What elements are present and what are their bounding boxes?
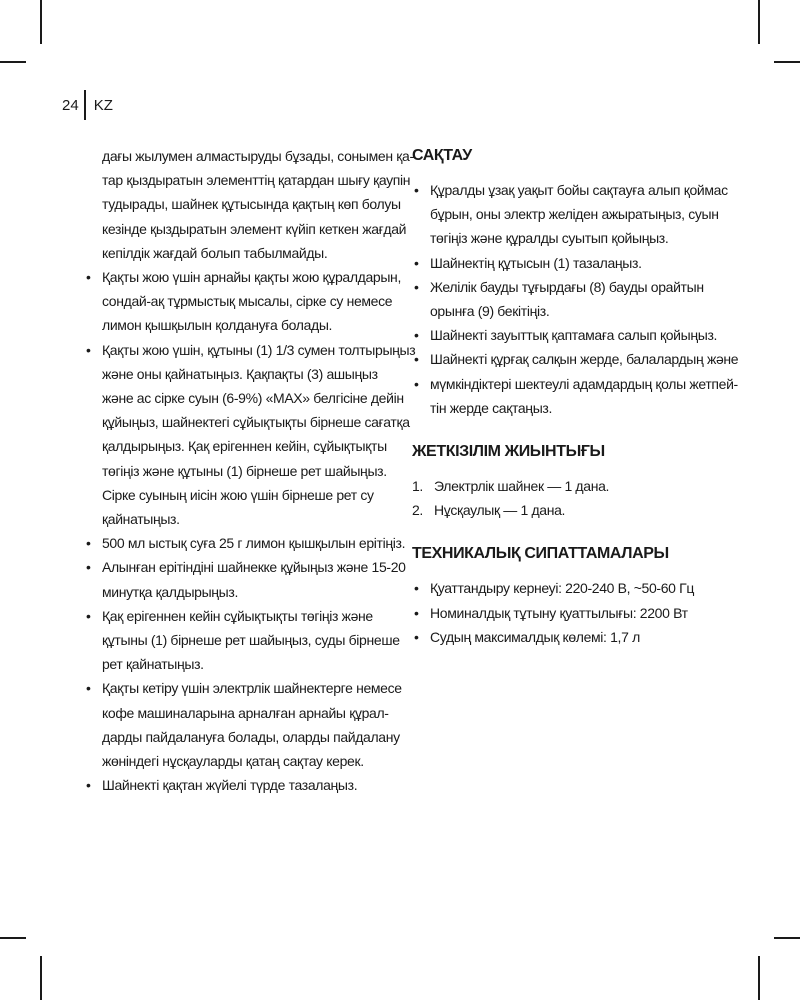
crop-mark bbox=[40, 0, 42, 44]
text-line: Қақ ерігеннен кейін сұйықтықты төгіңіз және bbox=[102, 607, 373, 624]
storage-heading: САҚТАУ bbox=[412, 147, 472, 164]
text-line: бұрын, оны электр желіден ажыратыңыз, суын bbox=[430, 206, 719, 223]
page-header bbox=[62, 90, 113, 120]
bullet-item bbox=[412, 625, 732, 649]
text-line: жөніндегі нұсқауларды қатаң сақтау керек. bbox=[102, 753, 364, 770]
text-line: төгіңіз және құралды суытып қойыңыз. bbox=[430, 230, 669, 247]
bullet-icon: • bbox=[414, 604, 419, 621]
bullet-item bbox=[84, 265, 401, 338]
text-line: сондай-ақ тұрмыстық мысалы, сірке су немесе bbox=[102, 293, 393, 310]
bullet-item bbox=[412, 323, 732, 347]
text-line: Нұсқаулық — 1 дана. bbox=[434, 502, 566, 519]
numbered-item bbox=[412, 498, 732, 522]
left-column bbox=[84, 144, 416, 797]
text-line: Номиналдық тұтыну қуаттылығы: 2200 Вт bbox=[430, 604, 688, 621]
text-line: Судың максималдық көлемі: 1,7 л bbox=[430, 628, 640, 645]
crop-mark bbox=[758, 0, 760, 44]
language-code: KZ bbox=[93, 96, 113, 114]
bullet-item bbox=[84, 338, 416, 532]
crop-mark bbox=[40, 956, 42, 1000]
bullet-item bbox=[412, 275, 732, 323]
text-line: мүмкіндіктері шектеулі адамдардың қолы жетпей- bbox=[430, 375, 738, 392]
text-line: орынға (9) бекітіңіз. bbox=[430, 303, 550, 320]
bullet-icon: • bbox=[414, 628, 419, 645]
bullet-icon: • bbox=[414, 580, 419, 597]
text-line: және ас сірке суын (6-9%) «MAX» белгісіне дейін bbox=[102, 390, 404, 407]
text-line: минутқа қалдырыңыз. bbox=[102, 583, 239, 600]
text-line: 500 мл ыстық суға 25 г лимон қышқылын ерітіңіз. bbox=[102, 535, 406, 552]
delivery-section bbox=[412, 442, 732, 522]
text-line: кезінде қыздыратын элемент күйіп кеткен жағдай bbox=[102, 220, 407, 237]
bullet-item bbox=[412, 372, 738, 420]
bullet-icon: • bbox=[86, 680, 91, 697]
text-line: Шайнектің құтысын (1) тазалаңыз. bbox=[430, 254, 642, 271]
bullet-icon: • bbox=[86, 535, 91, 552]
item-number: 2. bbox=[412, 502, 423, 519]
bullet-icon: • bbox=[86, 777, 91, 794]
text-line: Қуаттандыру кернеуі: 220-240 В, ~50-60 Гц bbox=[430, 580, 695, 597]
text-line: дағы жылумен алмастыруды бұзады, сонымен қа- bbox=[102, 148, 414, 164]
specs-heading: ТЕХНИКАЛЫҚ СИПАТТАМАЛАРЫ bbox=[412, 545, 669, 563]
text-line: тар қыздыратын элементтің қатардан шығу қаупін bbox=[102, 172, 411, 189]
header-divider bbox=[84, 90, 86, 120]
bullet-icon: • bbox=[414, 254, 419, 271]
text-line: лимон қышқылын қолдануға болады. bbox=[102, 317, 333, 334]
crop-mark bbox=[774, 61, 800, 63]
text-line: тін жерде сақтаңыз. bbox=[430, 399, 553, 416]
delivery-heading: ЖЕТКІЗІЛІМ ЖИЫНТЫҒЫ bbox=[412, 443, 605, 461]
crop-mark bbox=[758, 956, 760, 1000]
text-line: қалдырыңыз. Қақ ерігеннен кейін, сұйықтықты bbox=[102, 438, 387, 455]
text-line: Шайнекті зауыттық қаптамаға салып қойыңыз. bbox=[430, 327, 718, 344]
bullet-item bbox=[412, 576, 732, 600]
text-line: Алынған ерітіндіні шайнекке құйыңыз және 15-20 bbox=[102, 559, 406, 576]
text-line: рет қайнатыңыз. bbox=[102, 656, 204, 673]
bullet-item bbox=[84, 676, 402, 773]
page-number: 24 bbox=[62, 96, 79, 114]
text-line: және оны қайнатыңыз. Қақпақты (3) ашыңыз bbox=[102, 365, 378, 382]
text-line: қайнатыңыз. bbox=[102, 511, 180, 528]
crop-mark bbox=[774, 937, 800, 939]
bullet-item bbox=[84, 773, 390, 797]
storage-section bbox=[412, 146, 739, 420]
text-line: тудырады, шайнек құтысында қақтың көп болуы bbox=[102, 196, 401, 213]
text-line: Электрлік шайнек — 1 дана. bbox=[434, 478, 610, 495]
bullet-icon: • bbox=[414, 327, 419, 344]
bullet-icon: • bbox=[86, 269, 91, 286]
text-line: Қақты кетіру үшін электрлік шайнектерге немесе bbox=[102, 680, 402, 697]
text-line: құйыңыз, шайнектегі сұйықтықты бірнеше сағатқа bbox=[102, 414, 410, 431]
right-column bbox=[412, 146, 739, 671]
text-line: Қақты жою үшін, құтыны (1) 1/3 сумен толтырыңыз bbox=[102, 341, 416, 358]
text-line: Құралды ұзақ уақыт бойы сақтауға алып қоймас bbox=[430, 182, 728, 198]
bullet-icon: • bbox=[414, 351, 419, 368]
crop-mark bbox=[0, 937, 26, 939]
bullet-icon: • bbox=[86, 559, 91, 576]
numbered-item bbox=[412, 474, 732, 498]
text-line: Шайнекті құрғақ салқын жерде, балалардың және bbox=[430, 351, 739, 368]
continuation-paragraph bbox=[84, 144, 414, 265]
text-line: кепілдік жағдай болып табылмайды. bbox=[102, 244, 328, 261]
bullet-item bbox=[412, 178, 732, 251]
bullet-item bbox=[84, 531, 406, 555]
text-line: Қақты жою үшін арнайы қақты жою құралдарын, bbox=[102, 269, 401, 286]
item-number: 1. bbox=[412, 478, 423, 495]
bullet-item bbox=[412, 347, 739, 371]
text-line: дарды пайдалануға болады, оларды пайдалану bbox=[102, 728, 400, 745]
bullet-icon: • bbox=[414, 375, 419, 392]
text-line: Желілік бауды тұғырдағы (8) бауды орайтын bbox=[430, 278, 704, 295]
text-line: төгіңіз және құтыны (1) бірнеше рет шайыңыз. bbox=[102, 462, 387, 479]
bullet-item bbox=[412, 251, 732, 275]
specs-section bbox=[412, 544, 732, 649]
text-line: Шайнекті қақтан жүйелі түрде тазалаңыз. bbox=[102, 777, 358, 794]
bullet-item bbox=[412, 601, 732, 625]
text-line: құтыны (1) бірнеше рет шайыңыз, суды бірнеше bbox=[102, 632, 400, 649]
bullet-icon: • bbox=[86, 341, 91, 358]
text-line: кофе машиналарына арналған арнайы құрал- bbox=[102, 704, 389, 721]
bullet-icon: • bbox=[414, 182, 419, 198]
crop-mark bbox=[0, 61, 26, 63]
bullet-icon: • bbox=[86, 607, 91, 624]
bullet-item bbox=[84, 604, 400, 677]
bullet-item bbox=[84, 555, 406, 603]
text-line: Сірке суының иісін жою үшін бірнеше рет су bbox=[102, 486, 374, 503]
bullet-icon: • bbox=[414, 278, 419, 295]
